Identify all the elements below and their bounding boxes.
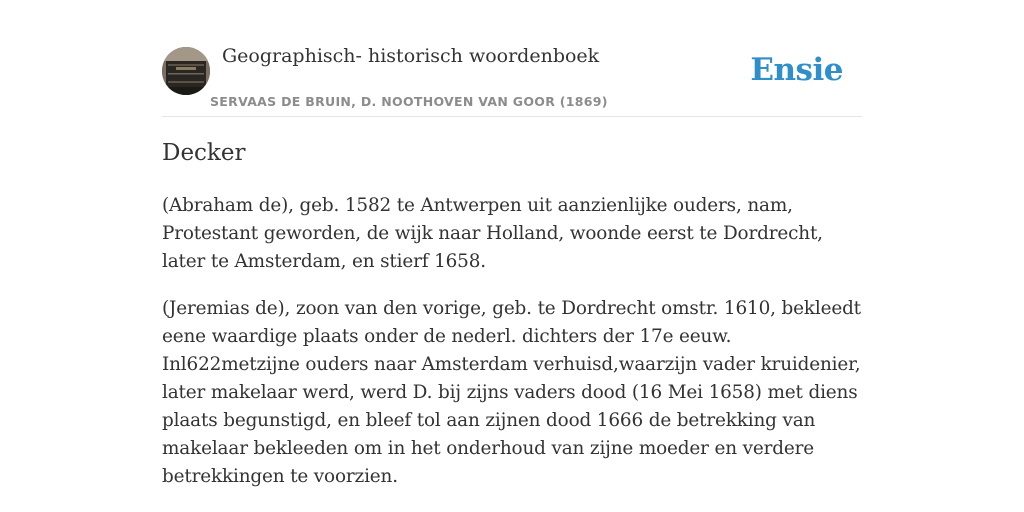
entry-body	[162, 192, 862, 510]
entry-title: Decker	[162, 140, 246, 166]
book-cover-icon[interactable]	[162, 47, 210, 95]
content-card	[162, 0, 862, 487]
book-header	[162, 0, 862, 117]
entry-paragraph: (Abraham de), geb. 1582 te Antwerpen uit aanzienlijke ouders, nam, Protestant geworden, de wijk naar Holland, woonde eerst te Dordrecht, later te Amsterdam, en stierf 1658.	[162, 195, 823, 272]
ensie-logo[interactable]: Ensie	[750, 52, 843, 88]
entry-paragraph: (Jeremias de), zoon van den vorige, geb. te Dordrecht omstr. 1610, bekleedt eene waardige plaats onder de nederl. dichters der 17e eeuw. Inl622metzijne ouders naar Amsterdam verhuisd,waarzijn vader kruidenier, later makelaar werd, werd D. bij zijns vaders dood (16 Mei 1658) met diens plaats begunstigd, en bleef tol aan zijnen dood 1666 de betrekking van makelaar bekleeden om in het onderhoud van zijne moeder en verdere betrekkingen te voorzien.	[162, 298, 861, 487]
book-author: SERVAAS DE BRUIN, D. NOOTHOVEN VAN GOOR (1869)	[210, 94, 608, 109]
book-title[interactable]: Geographisch- historisch woordenboek	[222, 45, 600, 67]
book-cover-image	[162, 47, 210, 95]
